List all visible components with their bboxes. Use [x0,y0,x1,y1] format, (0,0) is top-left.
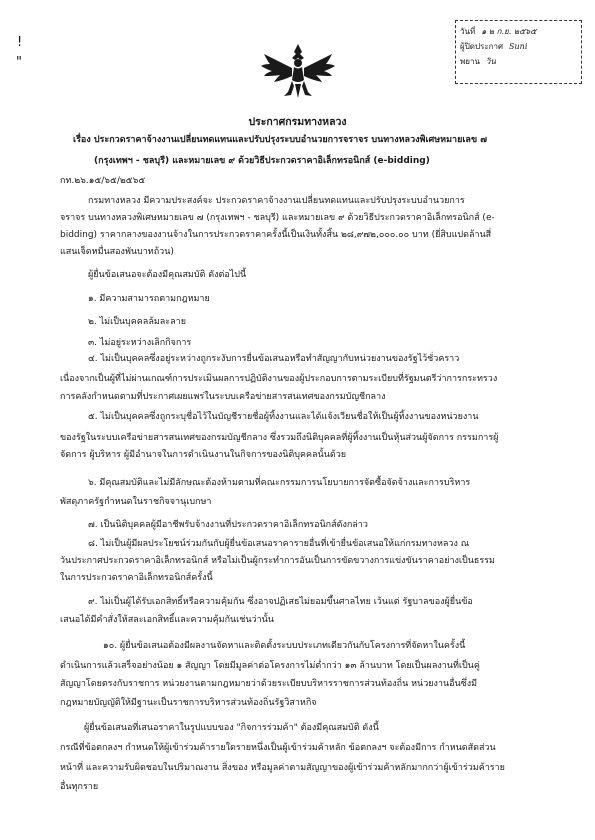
body-line: อื่นทุกราย [60,782,99,792]
stamp-witness-signature: วิน [485,57,496,66]
subject-line-1: เรื่อง ประกวดราคาจ้างงานเปลี่ยนทดแทนและปรับปรุงระบบอำนวยการจราจร บนทางหลวงพิเศษหมายเลข ๗ [73,135,488,145]
body-line: กฎหมายบัญญัติให้มีฐานะเป็นราชการบริหารส่วนท้องถิ่นรัฐวิสาหกิจ [60,698,317,708]
body-line: ๗. เป็นนิติบุคคลผู้มีอาชีพรับจ้างงานที่ประกวดราคาอิเล็กทรอนิกส์ดังกล่าว [88,520,368,530]
body-line: ในการประกวดราคาอิเล็กทรอนิกส์ครั้งนี้ [60,573,213,583]
body-line: การคลังกำหนดตามที่ประกาศเผยแพร่ในระบบเครือข่ายสารสนเทศของกรมบัญชีกลาง [60,392,386,402]
body-line: ๖. มีคุณสมบัติและไม่มีลักษณะต้องห้ามตามที่คณะกรรมการนโยบายการจัดซื้อจัดจ้างและการบริหาร [88,478,471,488]
margin-mark-bottom: " [16,55,22,70]
body-line: กรณีที่ข้อตกลงฯ กำหนดให้ผู้เข้าร่วมค้ารายใดรายหนึ่งเป็นผู้เข้าร่วมค้าหลัก ข้อตกลงฯ จะต้องมีการ กำหนดสัดส่วน [60,743,496,753]
body-line: วันประกาศประกวดราคาอิเล็กทรอนิกส์ หรือไม่เป็นผู้กระทำการอันเป็นการขัดขวางการแข่งขันราคาอย่างเป็นธรรม [60,556,495,566]
body-line: จัดการ ผู้บริหาร ผู้มีอำนาจในการดำเนินงานในกิจการของนิติบุคคลนั้นด้วย [60,450,347,460]
margin-mark-top: ! [17,35,23,50]
subject-line-2: (กรุงเทพฯ - ชลบุรี) และหมายเลข ๙ ด้วยวิธีประกวดราคาอิเล็กทรอนิกส์ (e-bidding) [94,156,430,166]
body-line: ๘. ไม่เป็นผู้มีผลประโยชน์ร่วมกันกับผู้ยื่นข้อเสนอราคารายอื่นที่เข้ายื่นข้อเสนอให้แก่กรมทางหลวง ณ [88,539,470,549]
body-line: ๑. มีความสามารถตามกฎหมาย [88,294,210,304]
body-line: ๒. ไม่เป็นบุคคลล้มละลาย [88,317,186,327]
body-line: เสนอได้มีคำสั่งให้สละเอกสิทธิ์และความคุ้มกันเช่นว่านั้น [60,615,274,625]
stamp-row-poster [460,39,577,54]
body-line: ผู้ยื่นข้อเสนอจะต้องมีคุณสมบัติ ดังต่อไปนี้ [88,270,247,280]
body-line: พัสดุภาครัฐกำหนดในราชกิจจานุเบกษา [60,497,212,507]
organization-title: ประกาศกรมทางหลวง [248,116,347,128]
body-line: ๕. ไม่เป็นบุคคลซึ่งถูกระบุชื่อไว้ในบัญชีรายชื่อผู้ทิ้งงานและได้แจ้งเวียนชื่อให้เป็นผู้ทิ้งงานของหน่วยงาน [88,412,479,422]
body-line: ดำเนินการแล้วเสร็จอย่างน้อย ๑ สัญญา โดยมีมูลค่าต่อโครงการไม่ต่ำกว่า ๑๓ ล้านบาท โดยเป็นผลงานที่เป็นคู่ [60,661,480,671]
body-line: แสนเจ็ดหมื่นสองพันบาทถ้วน) [60,247,174,257]
body-line: เนื่องจากเป็นผู้ที่ไม่ผ่านเกณฑ์การประเมินผลการปฏิบัติงานของผู้ประกอบการตามระเบียบที่รัฐมนตรีว่าการกระทรวง [60,374,498,384]
body-line: ๓. ไม่อยู่ระหว่างเลิกกิจการ [88,338,192,348]
body-line: กรมทางหลวง มีความประสงค์จะ ประกวดราคาจ้างงานเปลี่ยนทดแทนและปรับปรุงระบบอำนวยการ [88,196,465,206]
stamp-date-value: ๑ ๒ ก.ย. ๒๕๖๕ [481,27,537,36]
stamp-date-label: วันที่ [460,27,476,36]
body-line: bidding) ราคากลางของงานจ้างในการประกวดราคาครั้งนี้เป็นเงินทั้งสิ้น ๒๘,๙๗๒,๐๐๐.๐๐ บาท (ยี่สิบแปดล้านสี่ [60,230,492,240]
stamp-witness-label: พยาน [460,57,480,66]
stamp-row-witness [460,54,577,69]
body-line: ผู้ยื่นข้อเสนอที่เสนอราคาในรูปแบบของ "กิจการร่วมค้า" ต้องมีคุณสมบัติ ดังนี้ [84,723,379,733]
body-line: ๔. ไม่เป็นบุคคลซึ่งอยู่ระหว่างถูกระงับการยื่นข้อเสนอหรือทำสัญญากับหน่วยงานของรัฐไว้ชั่วคราว [88,354,460,364]
posting-stamp [455,20,582,84]
body-line: ของรัฐในระบบเครือข่ายสารสนเทศของกรมบัญชีกลาง ซึ่งรวมถึงนิติบุคคลที่ผู้ทิ้งงานเป็นหุ้นส่วนผู้จัดการ กรรมการผู้ [60,433,499,443]
stamp-row-date [460,24,577,39]
stamp-poster-label: ผู้ปิดประกาศ [460,42,504,51]
stamp-poster-signature: Suni [509,42,528,51]
body-line: หน้าที่ และความรับผิดชอบในปริมาณงาน สิ่งของ หรือมูลค่าตามสัญญาของผู้เข้าร่วมค้าหลักมากกว่าผู้เข้าร่วมค้าราย [60,763,505,773]
body-line: สัญญาโดยตรงกับราชการ หน่วยงานตามกฎหมายว่าด้วยระเบียบบริหารราชการส่วนท้องถิ่น หน่วยงานอื่นซึ่งมี [60,679,478,689]
body-line: ๑๐. ผู้ยื่นข้อเสนอต้องมีผลงานจัดหาและติดตั้งระบบประเภทเดียวกันกับโครงการที่จัดหาในครั้งนี้ [103,641,466,651]
document-number: กท.๒๖.๑๕/๖๕/๒๕๖๕ [60,176,146,186]
body-line: จราจร บนทางหลวงพิเศษหมายเลข ๗ (กรุงเทพฯ - ชลบุรี) และหมายเลข ๙ ด้วยวิธีประกวดราคาอิเล็กทรอนิกส์ (e- [60,213,495,223]
body-line: ๙. ไม่เป็นผู้ได้รับเอกสิทธิ์หรือความคุ้มกัน ซึ่งอาจปฏิเสธไม่ยอมขึ้นศาลไทย เว้นแต่ รัฐบาลของผู้ยื่นข้อ [88,597,473,607]
garuda-emblem-icon [258,40,338,100]
